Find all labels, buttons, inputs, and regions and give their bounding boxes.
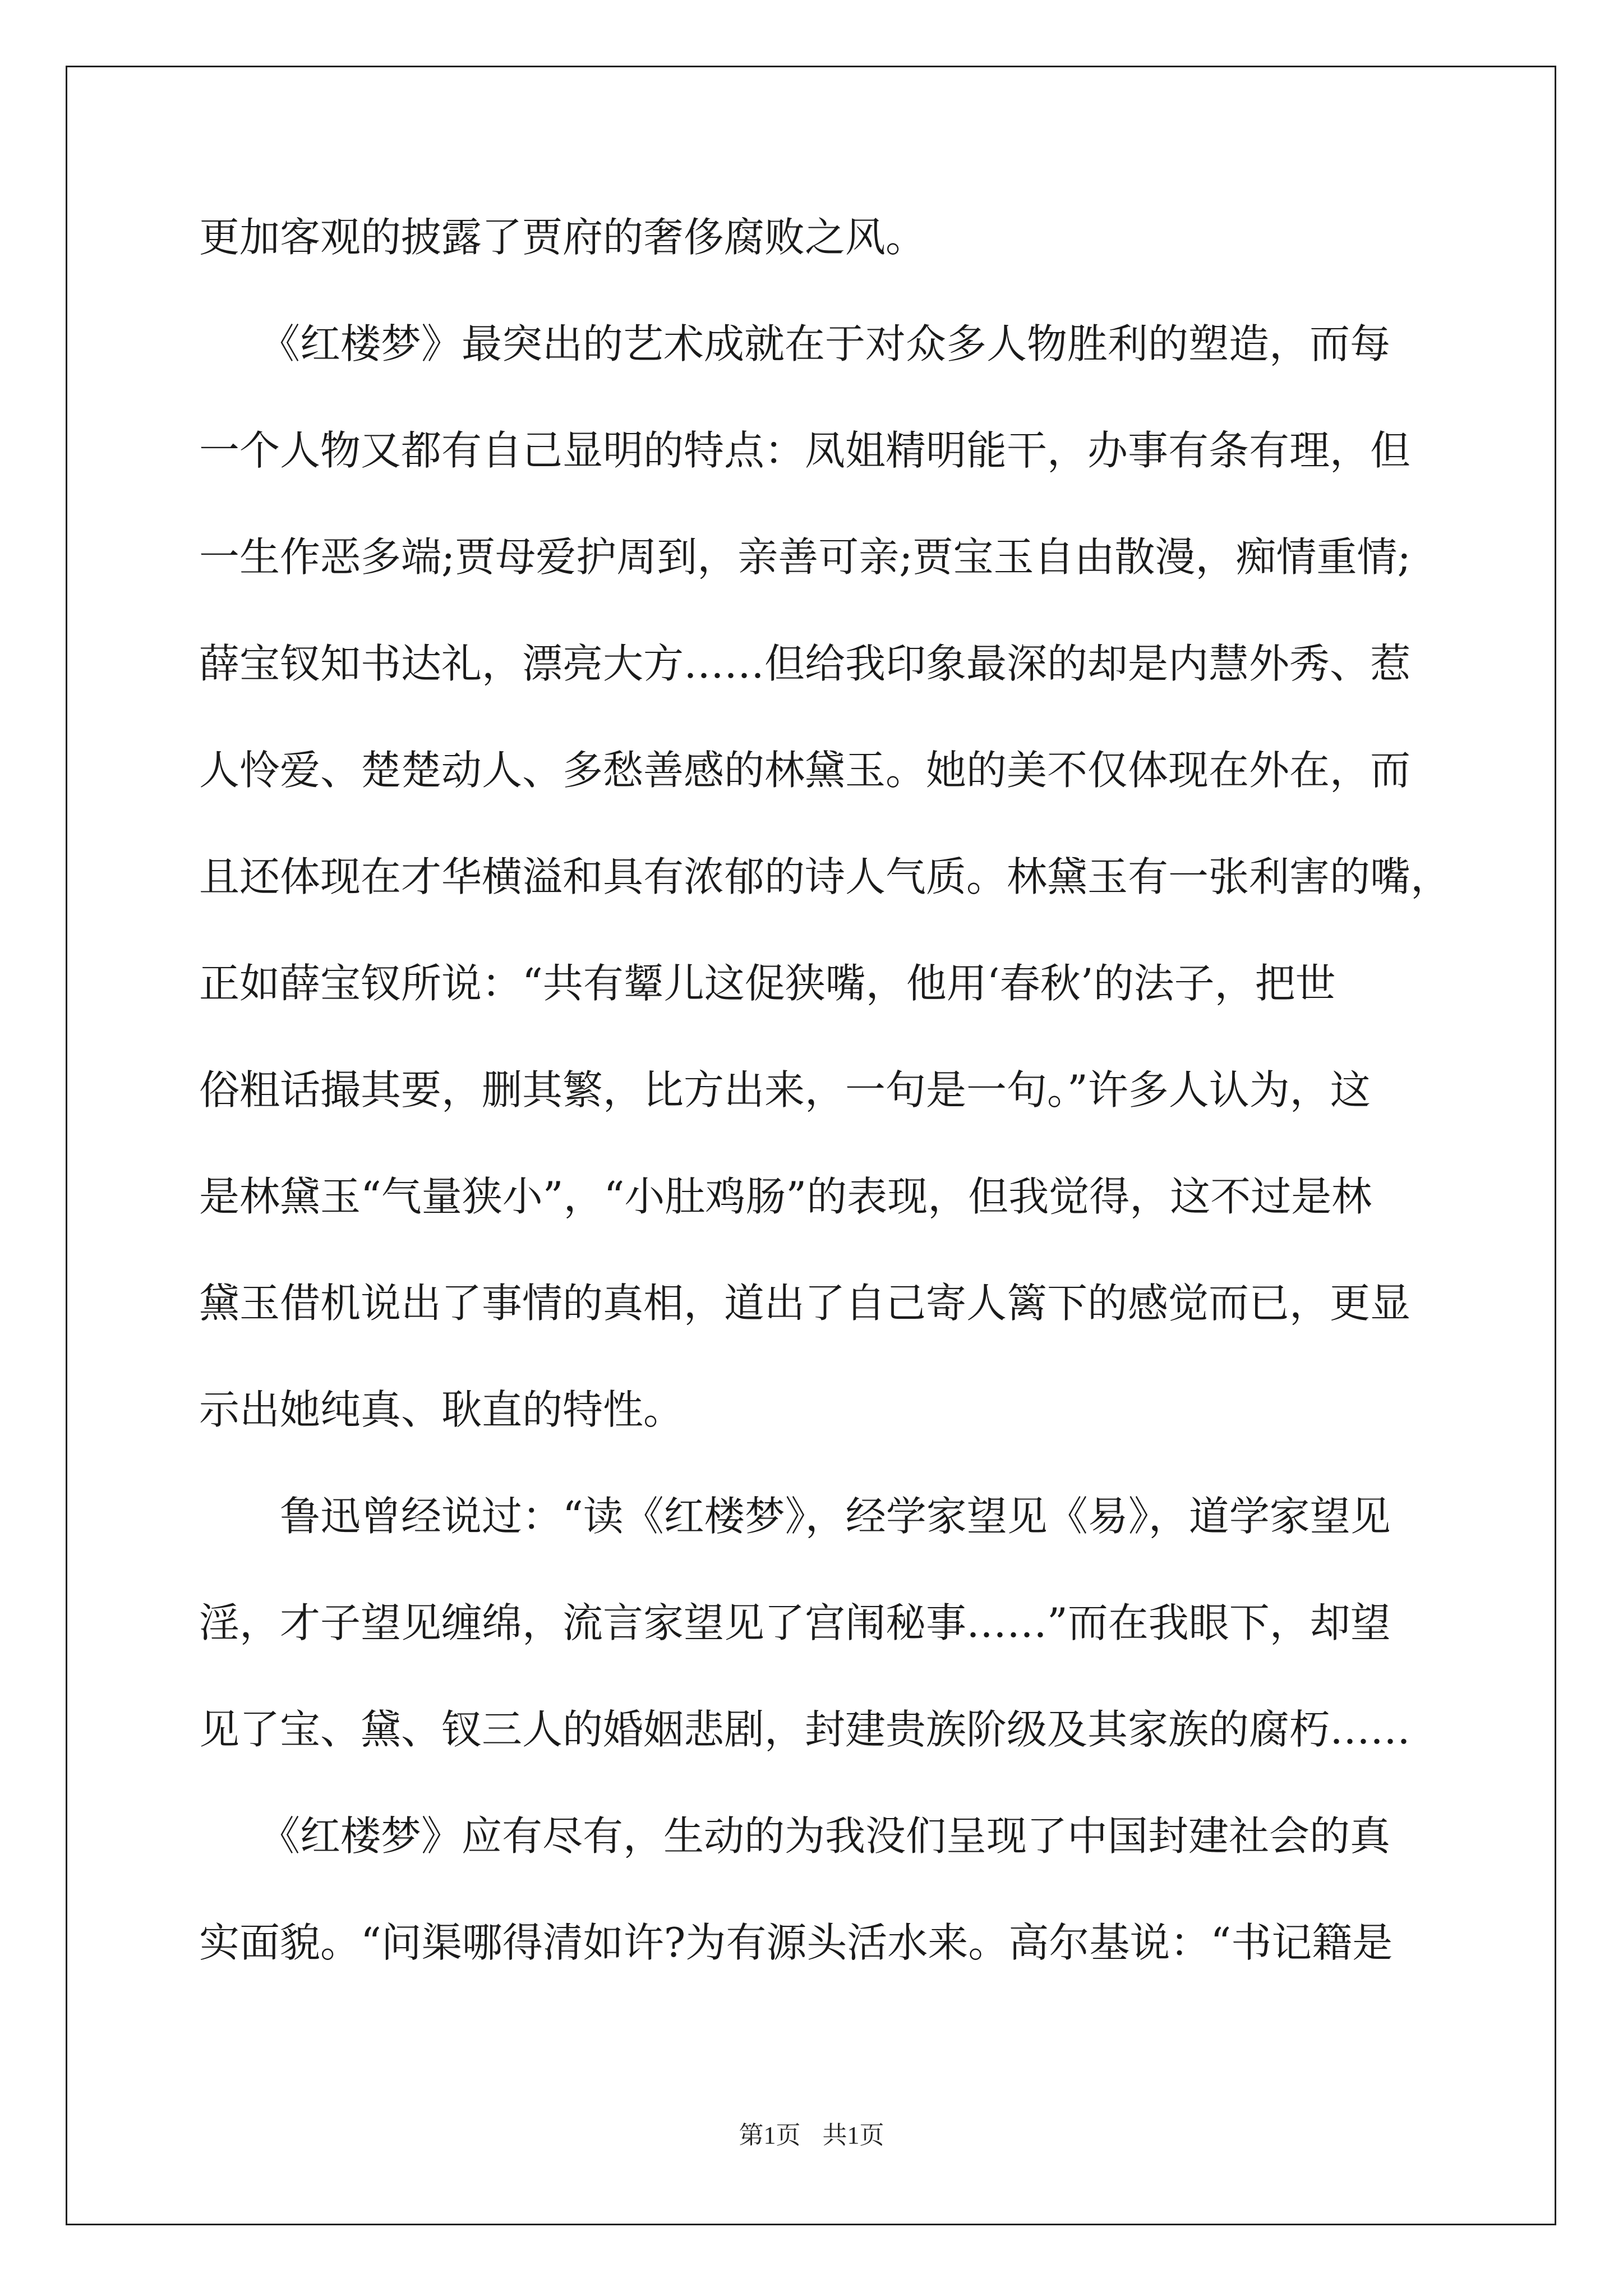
text-line: 人怜爱、楚楚动人、多愁善感的林黛玉。她的美不仅体现在外在，而	[199, 747, 1411, 794]
page-total: 共1页	[822, 2122, 884, 2149]
text-line: 一个人物又都有自己显明的特点：凤姐精明能干，办事有条有理，但	[199, 427, 1411, 474]
page-footer	[0, 2115, 1623, 2151]
page-number: 第1页	[739, 2122, 801, 2149]
text-line: 示出她纯真、耿直的特性。	[199, 1386, 684, 1433]
text-line: 实面貌。“问渠哪得清如许?为有源头活水来。高尔基说：“书记籍是	[199, 1919, 1393, 1966]
text-line: 见了宝、黛、钗三人的婚姻悲剧，封建贵族阶级及其家族的腐朽……	[199, 1706, 1411, 1753]
text-line: 是林黛玉“气量狭小”，“小肚鸡肠”的表现，但我觉得，这不过是林	[199, 1173, 1372, 1220]
text-line: 正如薛宝钗所说：“共有颦儿这促狭嘴，他用‘春秋’的法子，把世	[199, 960, 1336, 1007]
text-line: 鲁迅曾经说过：“读《红楼梦》，经学家望见《易》，道学家望见	[199, 1493, 1391, 1540]
text-line: 更加客观的披露了贾府的奢侈腐败之风。	[199, 214, 926, 261]
text-line: 《红楼梦》应有尽有，生动的为我没们呈现了中国封建社会的真	[199, 1812, 1391, 1860]
text-line: 一生作恶多端;贾母爱护周到，亲善可亲;贾宝玉自由散漫，痴情重情;	[199, 533, 1411, 581]
text-line: 且还体现在才华横溢和具有浓郁的诗人气质。林黛玉有一张利害的嘴，	[199, 853, 1451, 900]
text-line: 俗粗话撮其要，删其繁，比方出来，一句是一句。”许多人认为，这	[199, 1066, 1371, 1114]
text-line: 薛宝钗知书达礼，漂亮大方……但给我印象最深的却是内慧外秀、惹	[199, 640, 1411, 687]
text-line: 淫，才子望见缠绵，流言家望见了宫闱秘事……”而在我眼下，却望	[199, 1599, 1391, 1646]
text-line: 《红楼梦》最突出的艺术成就在于对众多人物胜利的塑造，而每	[199, 320, 1391, 367]
text-line: 黛玉借机说出了事情的真相，道出了自己寄人篱下的感觉而已，更显	[199, 1280, 1411, 1327]
page-border	[66, 66, 1556, 2225]
